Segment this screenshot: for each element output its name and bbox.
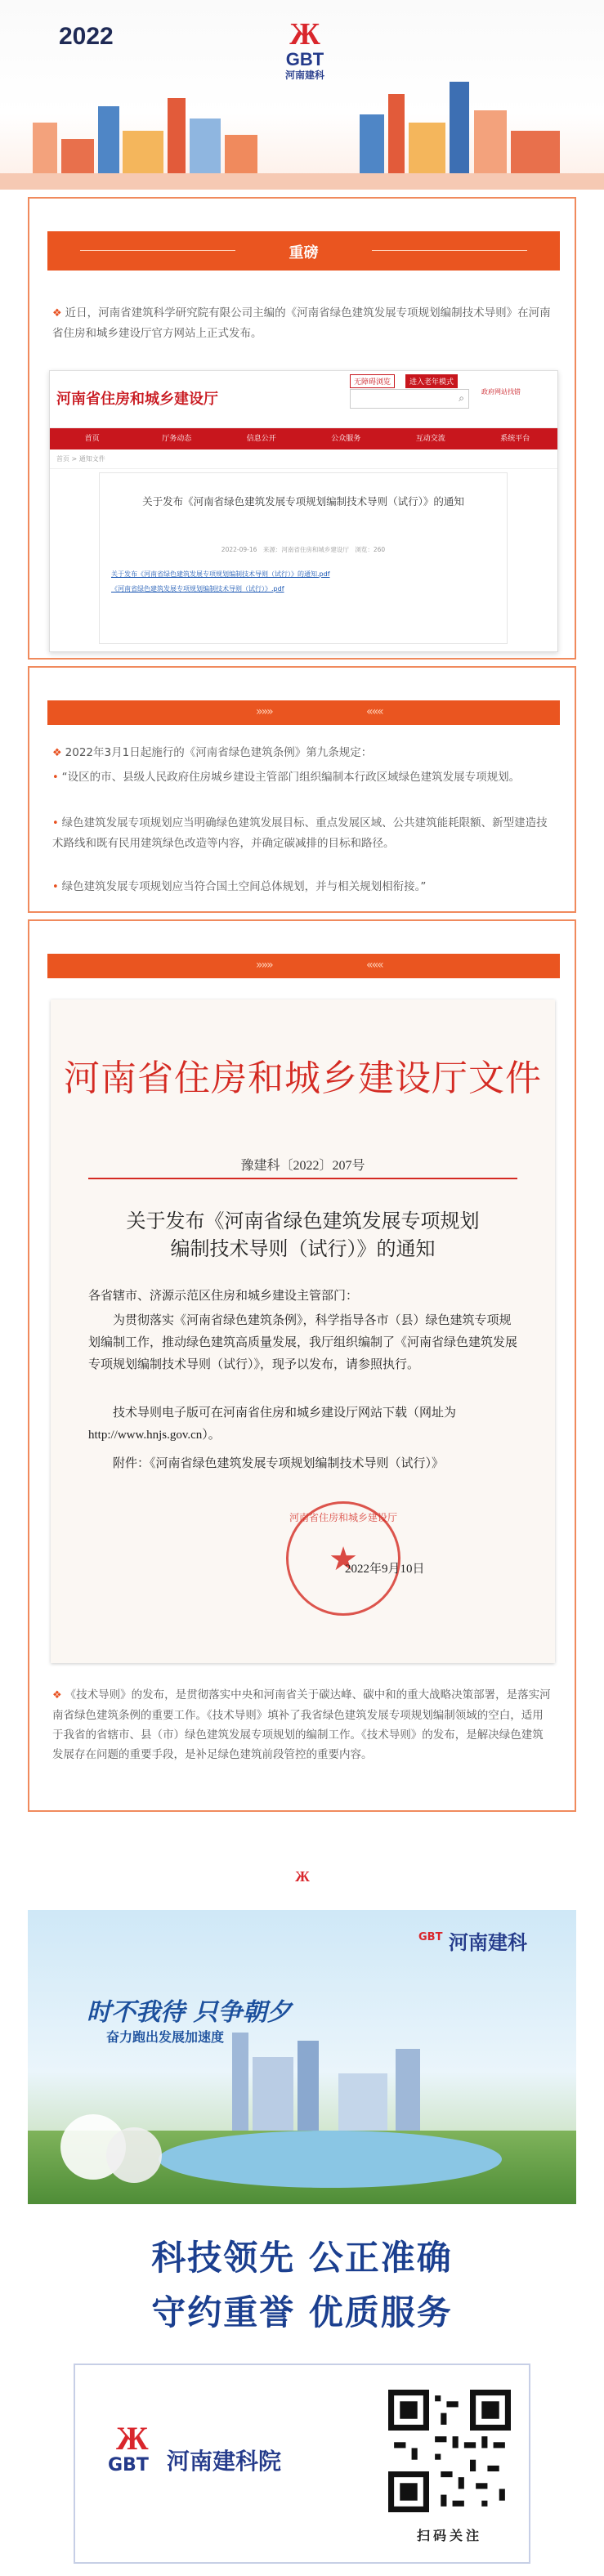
footer-name: 河南建科院	[167, 2448, 282, 2475]
promo-subslogan: 奋力跑出发展加速度	[106, 2029, 225, 2045]
site-nav-item: 系统平台	[500, 435, 530, 443]
diamond-icon: ❖	[52, 747, 62, 759]
header-banner	[0, 0, 604, 190]
search-icon: ⌕	[459, 392, 464, 404]
logo-gbt: GBT	[285, 49, 324, 69]
site-name: 河南省住房和城乡建设厅	[56, 391, 218, 408]
accessibility-link: 无障碍浏览	[350, 374, 395, 388]
section-divider-bar: »»» «««	[47, 700, 560, 725]
document-attachment: 附件：《河南省绿色建筑发展专项规划编制技术导则（试行）》	[113, 1457, 445, 1470]
promo-slogan: 时不我待 只争朝夕	[87, 1998, 292, 2027]
error-report-badge: 政府网站找错	[481, 388, 521, 396]
document-recipient: 各省辖市、济源示范区住房和城乡建设主管部门：	[88, 1290, 359, 1303]
section-divider-bar: »»» «««	[47, 954, 560, 978]
slogan-line-1: 科技领先 公正准确	[151, 2238, 453, 2278]
site-doc-link: 《河南省绿色建筑发展专项规划编制技术导则（试行）》.pdf	[111, 585, 284, 593]
regulation-card	[28, 666, 576, 913]
qr-code[interactable]	[388, 2390, 511, 2512]
site-breadcrumb: 首页 > 通知文件	[50, 449, 557, 469]
document-body: 技术导则电子版可在河南省住房和城乡建设厅网站下载（网址为 http://www.hnjs.gov.cn）。	[88, 1407, 457, 1442]
official-seal: 河南省住房和城乡建设厅 ★	[286, 1501, 400, 1616]
document-number: 豫建科〔2022〕207号	[240, 1159, 365, 1173]
slogan-line-2: 守约重誉 优质服务	[151, 2292, 453, 2332]
banner-year: 2022	[59, 23, 114, 50]
section-title: 重磅	[289, 244, 319, 262]
site-document	[99, 472, 508, 644]
footer-logo-gbt: GBT	[108, 2455, 149, 2475]
announcement-card	[28, 197, 576, 660]
document-header: 河南省住房和城乡建设厅文件	[64, 1058, 542, 1098]
intro-paragraph: ❖ 近日，河南省建筑科学研究院有限公司主编的《河南省绿色建筑发展专项规划编制技术导则》在河南省住房和城乡建设厅官方网站上正式发布。	[52, 306, 551, 340]
scan-follow-label: 扫码关注	[416, 2528, 482, 2543]
document-title: 关于发布《河南省绿色建筑发展专项规划 编制技术导则（试行）》的通知	[126, 1211, 480, 1260]
footer-card	[74, 2364, 530, 2564]
diamond-icon: ❖	[52, 307, 62, 320]
site-nav	[50, 428, 557, 449]
site-doc-title: 关于发布《河南省绿色建筑发展专项规划编制技术导则（试行）》的通知	[142, 495, 464, 508]
official-document-card	[28, 919, 576, 1812]
promo-gbt: GBT	[418, 1931, 443, 1943]
site-nav-item: 互动交流	[415, 435, 445, 443]
regulation-item: • “设区的市、县级人民政府住房城乡建设主管部门组织编制本行政区域绿色建筑发展专项规划。	[52, 771, 521, 784]
section-title-bar	[47, 231, 560, 271]
star-icon: ★	[329, 1541, 358, 1578]
document-date: 2022年9月10日	[345, 1563, 425, 1576]
logo-mark: Ж	[289, 17, 320, 51]
promo-skyline-illustration	[28, 1910, 576, 2204]
regulation-lead: ❖ 2022年3月1日起施行的《河南省绿色建筑条例》第九条规定：	[52, 746, 373, 759]
footer-logo-mark: Ж	[116, 2420, 149, 2457]
city-skyline-illustration	[0, 0, 604, 190]
site-doc-link: 关于发布《河南省绿色建筑发展专项规划编制技术导则（试行）》的通知.pdf	[111, 570, 330, 578]
promo-banner	[28, 1910, 576, 2204]
elder-mode-link: 进入老年模式	[405, 374, 458, 388]
separator-logo: Ж	[295, 1868, 310, 1885]
site-nav-item: 公众服务	[331, 435, 361, 443]
site-nav-item: 首页	[84, 435, 100, 443]
diamond-icon: ❖	[52, 1689, 62, 1702]
promo-brand: 河南建科	[449, 1931, 527, 1954]
summary-paragraph: ❖ 《技术导则》的发布，是贯彻落实中央和河南省关于碳达峰、碳中和的重大战略决策部署，是落实河南省绿色建筑条例的重要工作。《技术导则》填补了我省绿色建筑发展专项规划编制领域的空白，适用于我省的省辖市、县（市）绿色建筑发展专项规划的编制工作。《技术导则》的发布，是解决绿色建筑发展存在问题的重要手段，是补足绿色建筑前段管控的重要内容。	[52, 1688, 551, 1761]
site-nav-item: 信息公开	[246, 435, 276, 443]
website-screenshot	[49, 370, 558, 652]
site-doc-meta: 2022-09-16 来源：河南省住房和城乡建设厅 浏览：260	[221, 546, 386, 553]
logo-name: 河南建科	[284, 69, 324, 81]
site-nav-item: 厅务动态	[162, 435, 192, 443]
official-document-image	[51, 1000, 555, 1663]
site-search-box	[350, 389, 469, 409]
regulation-item: • 绿色建筑发展专项规划应当明确绿色建筑发展目标、重点发展区域、公共建筑能耗限额、新型建造技术路线和既有民用建筑绿色改造等内容，并确定碳减排的目标和路径。	[52, 816, 548, 850]
regulation-item: • 绿色建筑发展专项规划应当符合国土空间总体规划，并与相关规划相衔接。”	[52, 880, 427, 893]
document-body: 为贯彻落实《河南省绿色建筑条例》，科学指导各市（县）绿色建筑专项规划编制工作，推动绿色建筑高质量发展，我厅组织编制了《河南省绿色建筑发展专项规划编制技术导则（试行）》，现予以发布，请参照执行。	[88, 1314, 518, 1371]
